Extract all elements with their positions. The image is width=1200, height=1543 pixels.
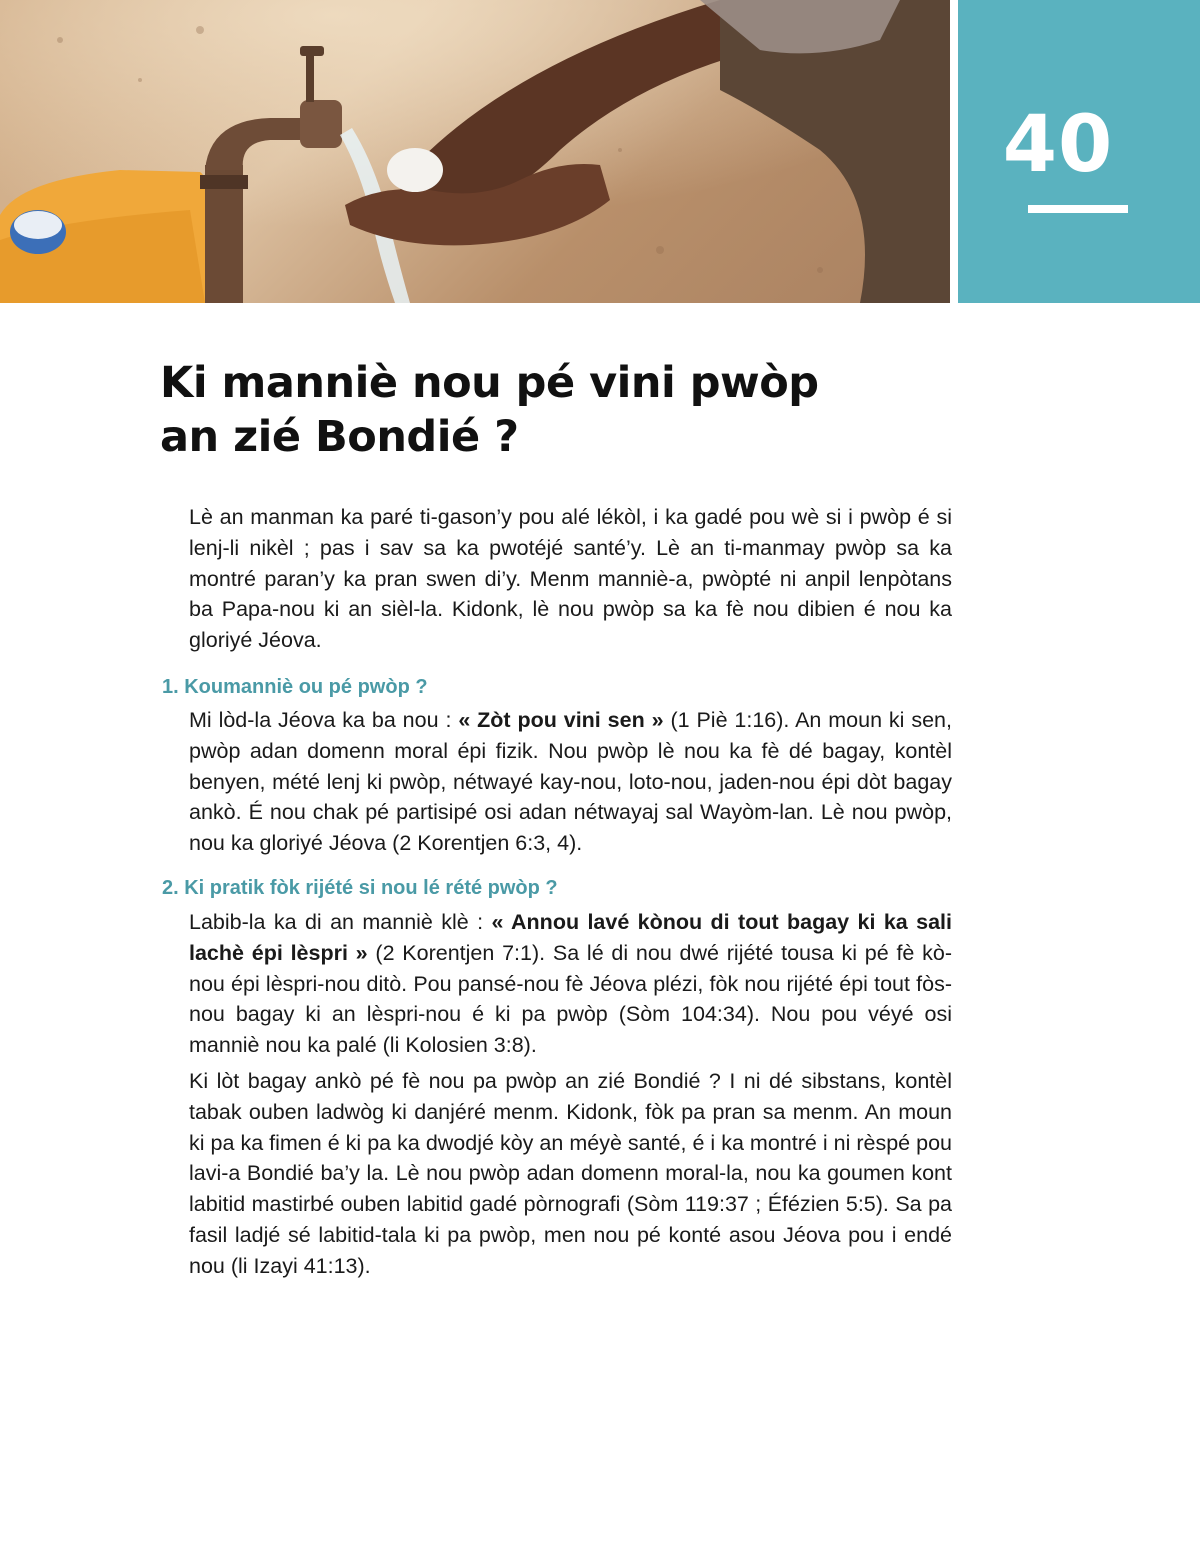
section-2-text-start: Labib-la ka di an manniè klè :: [189, 910, 492, 934]
lesson-title-line-2: an zié Bondié ?: [160, 412, 519, 462]
lesson-number-underline: [1028, 205, 1128, 213]
lesson-title: [160, 356, 920, 464]
section-1-text-start: Mi lòd-la Jéova ka ba nou :: [189, 708, 459, 732]
lesson-title-line-1: Ki manniè nou pé vini pwòp: [160, 358, 819, 408]
intro-paragraph: Lè an manman ka paré ti-gason’y pou alé lékòl, i ka gadé pou wè si i pwòp é si lenj-li nikèl ; pas i sav sa ka pwotéjé santé’y. Lè an ti-manmay pwòp sa ka montré paran’y ka pran swen di’y. Menm manniè-a, pwòpté ni anpil lenpòtans ba Papa-nou ki an sièl-la. Kidonk, lè nou pwòp sa ka fè nou dibien é nou ka gloriyé Jéova.: [189, 505, 952, 653]
section-2-text-end: (2 Korentjen 7:1). Sa lé di nou dwé rijété tousa ki pé fè kò-nou épi lèspri-nou ditò. Pou pansé-nou fè Jéova plézi, fòk nou rijété épi tout fòs-nou bagay ki an lèspri-nou é ki pa pwòp (Sòm 104:34). Nou pou véyé osi manniè nou ka palé (li Kolosien 3:8).: [189, 940, 952, 1058]
hero-photo-hand-washing: [0, 0, 950, 303]
section-2-heading: 2. Ki pratik fòk rijété si nou lé rété pwòp ?: [162, 877, 558, 899]
section-1-heading: 1. Koumanniè ou pé pwòp ?: [162, 676, 428, 698]
section-2-paragraph-2: Ki lòt bagay ankò pé fè nou pa pwòp an zié Bondié ? I ni dé sibstans, kontèl tabak ouben ladwòg ki danjéré menm. Kidonk, fòk pa pran sa menm. An moun ki pa ka fimen é ki pa ka dwodjé kòy an méyè santé, é i ka montré i ni rèspé pou lavi-a Bondié ba’y la. Lè nou pwòp adan domenn moral-la, nou ka goumen kont labitid mastirbé ouben labitid gadé pòrnografi (Sòm 119:37 ; Éfézien 5:5). Sa pa fasil ladjé sé labitid-tala ki pa pwòp, men nou pé konté asou Jéova pou i endé nou (li Izayi 41:13).: [189, 1069, 952, 1278]
lesson-number: 40: [1002, 100, 1114, 190]
section-1-scripture-quote: « Zòt pou vini sen »: [458, 708, 664, 732]
lesson-number-box: [958, 0, 1200, 303]
section-1-text-end: (1 Piè 1:16). An moun ki sen, pwòp adan domenn moral épi fizik. Nou pwòp lè nou ka fè dé bagay, kontèl benyen, mété lenj ki pwòp, nétwayé kay-nou, loto-nou, jaden-nou épi dòt bagay ankò. É nou chak pé partisipé osi adan nétwayaj sal Wayòm-lan. Lè nou pwòp, nou ka gloriyé Jéova (2 Korentjen 6:3, 4).: [189, 708, 952, 856]
section-2-scripture-quote: « Annou lavé kònou di tout bagay ki ka sali lachè épi lèspri »: [189, 910, 952, 965]
section-2-paragraph-1: [189, 907, 952, 1061]
hero-illustration: [0, 0, 950, 303]
section-1-paragraph: [189, 705, 952, 859]
